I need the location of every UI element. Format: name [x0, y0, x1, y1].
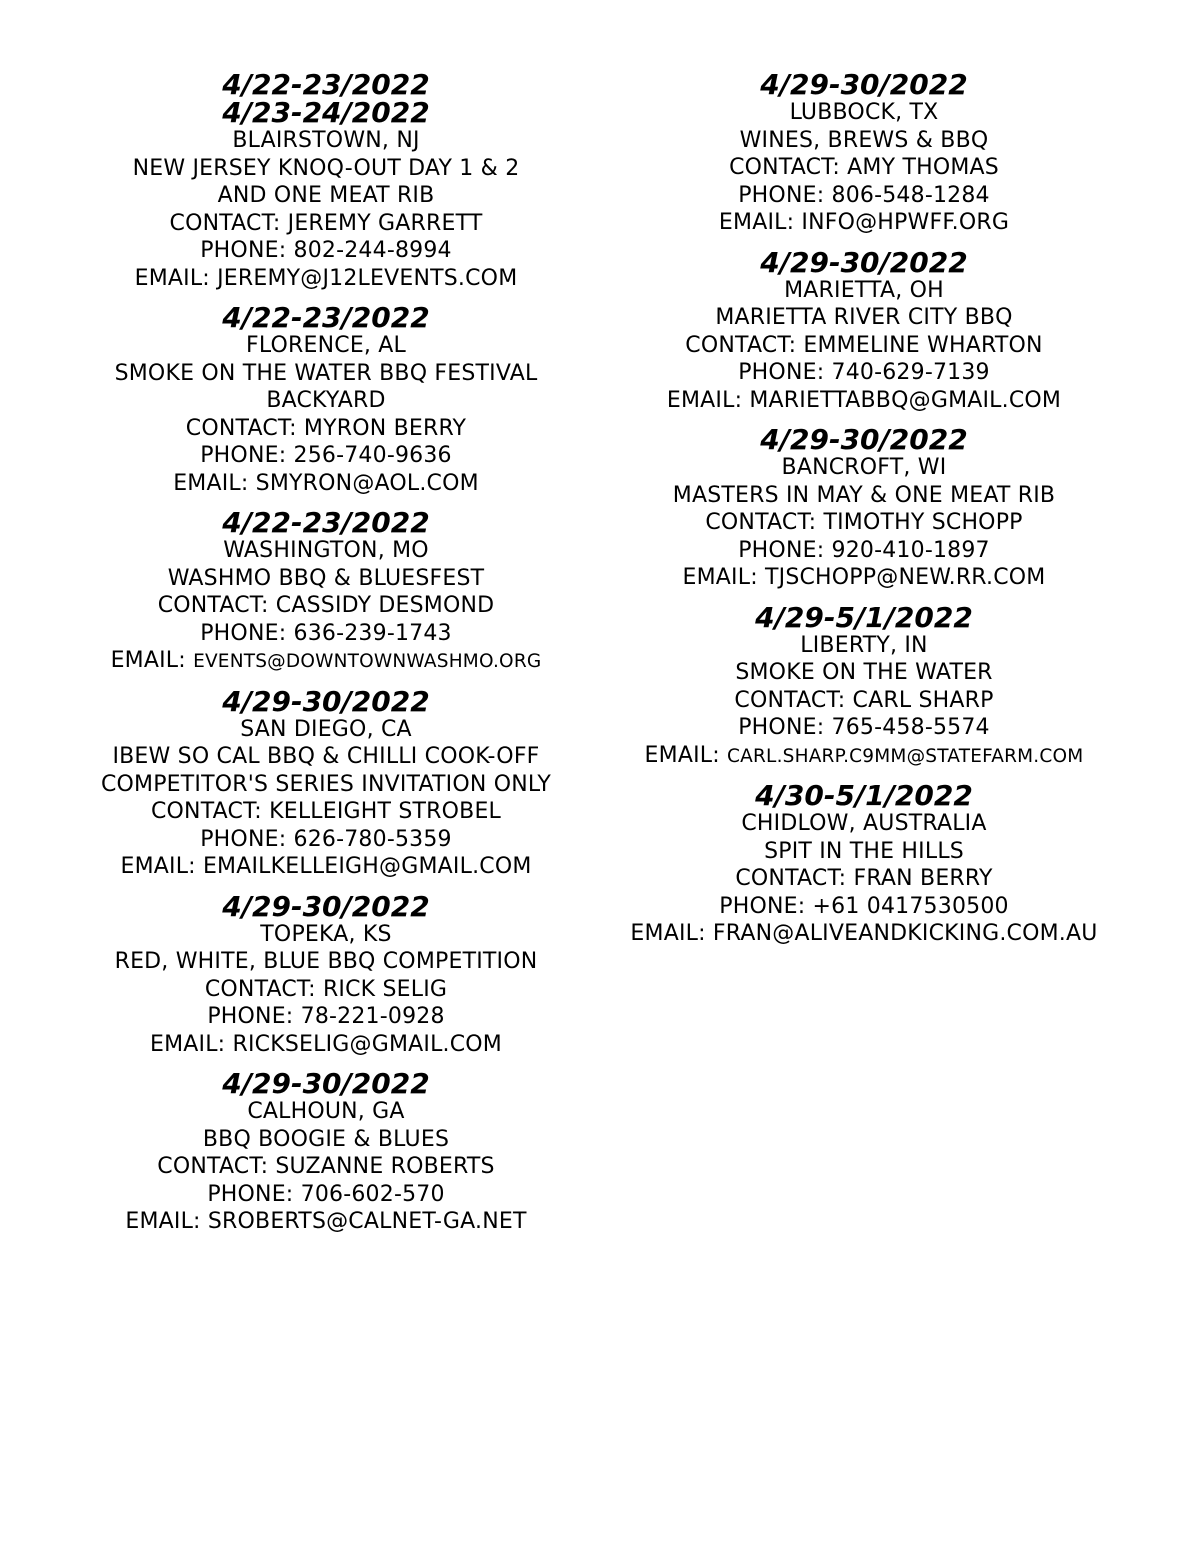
event-phone: PHONE: 78-221-0928 [207, 1004, 445, 1029]
event-phone: PHONE: 636-239-1743 [200, 620, 452, 646]
event-name: SPIT IN THE HILLS [764, 838, 964, 864]
event-location: CHIDLOW, AUSTRALIA [741, 811, 987, 836]
event-listing [574, 68, 1154, 237]
event-date: 4/22-23/2022 [222, 301, 430, 334]
event-phone: PHONE: 920-410-1897 [738, 537, 990, 563]
event-location: BLAIRSTOWN, NJ [232, 128, 420, 153]
event-contact: CONTACT: MYRON BERRY [185, 415, 467, 441]
event-name: MARIETTA RIVER CITY BBQ [715, 305, 1013, 330]
event-date: 4/22-23/2022 [222, 68, 430, 101]
event-column-left [36, 68, 616, 1248]
event-location: MARIETTA, OH [784, 277, 944, 303]
event-date: 4/29-30/2022 [222, 889, 430, 923]
event-contact: CONTACT: CARL SHARP [734, 687, 994, 713]
email-label: EMAIL: [125, 1209, 208, 1234]
event-listing [36, 301, 616, 497]
email-label: EMAIL: [682, 565, 765, 590]
event-email: EMAILKELLEIGH@GMAIL.COM [202, 854, 532, 879]
event-date: 4/22-23/2022 [222, 506, 430, 539]
event-name: BACKYARD [266, 388, 386, 413]
event-listing [574, 600, 1154, 771]
event-date: 4/23-24/2022 [222, 96, 430, 129]
event-email-line [36, 853, 616, 881]
event-email: FRAN@ALIVEANDKICKING.COM.AU [712, 921, 1098, 946]
event-contact: CONTACT: SUZANNE ROBERTS [157, 1154, 495, 1179]
event-listing [574, 779, 1154, 948]
email-label: EMAIL: [644, 742, 728, 768]
event-column-right [574, 68, 1154, 960]
event-name: COMPETITOR'S SERIES INVITATION ONLY [100, 771, 552, 797]
event-listing [36, 68, 616, 292]
event-email: JEREMY@J12LEVENTS.COM [217, 265, 518, 291]
email-label: EMAIL: [173, 470, 256, 496]
email-label: EMAIL: [718, 210, 802, 235]
event-date: 4/29-30/2022 [222, 1067, 430, 1100]
event-name: SMOKE ON THE WATER [735, 660, 993, 685]
event-date: 4/30-5/1/2022 [755, 779, 973, 812]
event-name: IBEW SO CAL BBQ & CHILLI COOK-OFF [112, 744, 540, 769]
event-name: AND ONE MEAT RIB [217, 183, 435, 208]
event-email-line [36, 1208, 616, 1236]
event-email-line [574, 387, 1154, 415]
event-email-line [36, 647, 616, 676]
event-listing [36, 684, 616, 881]
event-name: NEW JERSEY KNOQ-OUT DAY 1 & 2 [132, 155, 520, 181]
event-phone: PHONE: 806-548-1284 [738, 182, 990, 208]
event-email: CARL.SHARP.C9MM@STATEFARM.COM [727, 745, 1084, 767]
event-phone: PHONE: 765-458-5574 [738, 715, 990, 740]
event-listing [574, 423, 1154, 592]
event-email: MARIETTABBQ@GMAIL.COM [749, 387, 1062, 413]
event-date: 4/29-30/2022 [760, 245, 968, 279]
event-email: INFO@HPWFF.ORG [801, 210, 1010, 235]
event-location: LIBERTY, IN [800, 632, 928, 658]
event-location: BANCROFT, WI [781, 455, 947, 480]
email-label: EMAIL: [666, 387, 750, 413]
event-phone: PHONE: 802-244-8994 [200, 238, 452, 263]
event-phone: PHONE: 256-740-9636 [200, 443, 452, 468]
event-date: 4/29-30/2022 [760, 423, 968, 456]
event-email-line [574, 920, 1154, 948]
event-contact: CONTACT: FRAN BERRY [735, 866, 993, 891]
event-name: WASHMO BBQ & BLUESFEST [167, 565, 485, 591]
event-email-line [36, 1031, 616, 1059]
event-email-line [574, 564, 1154, 592]
event-listing [36, 889, 616, 1059]
event-name: BBQ BOOGIE & BLUES [202, 1126, 450, 1152]
event-contact: CONTACT: CASSIDY DESMOND [157, 593, 495, 618]
event-location: SAN DIEGO, CA [240, 716, 412, 742]
event-contact: CONTACT: JEREMY GARRETT [169, 210, 483, 236]
event-date: 4/29-30/2022 [760, 68, 968, 101]
event-name: WINES, BREWS & BBQ [739, 127, 989, 153]
event-email: SMYRON@AOL.COM [255, 470, 479, 496]
event-contact: CONTACT: AMY THOMAS [729, 155, 999, 180]
event-email: SROBERTS@CALNET-GA.NET [207, 1209, 527, 1234]
event-phone: PHONE: 626-780-5359 [200, 826, 452, 852]
event-location: CALHOUN, GA [247, 1099, 405, 1124]
event-name: MASTERS IN MAY & ONE MEAT RIB [672, 482, 1056, 508]
event-date: 4/29-5/1/2022 [755, 600, 973, 634]
email-label: EMAIL: [110, 648, 194, 673]
event-phone: PHONE: 706-602-570 [207, 1181, 445, 1207]
event-contact: CONTACT: EMMELINE WHARTON [685, 332, 1043, 358]
event-listing [36, 1067, 616, 1236]
email-label: EMAIL: [630, 921, 713, 946]
event-location: WASHINGTON, MO [223, 538, 429, 563]
event-location: LUBBOCK, TX [789, 100, 939, 125]
event-location: TOPEKA, KS [260, 921, 392, 947]
event-email: EVENTS@DOWNTOWNWASHMO.ORG [193, 651, 542, 672]
event-email: TJSCHOPP@NEW.RR.COM [765, 565, 1046, 590]
event-email-line [36, 265, 616, 293]
event-contact: CONTACT: RICK SELIG [204, 976, 448, 1002]
event-contact: CONTACT: KELLEIGHT STROBEL [150, 799, 502, 824]
event-listing [574, 245, 1154, 415]
event-email: RICKSELIG@GMAIL.COM [232, 1031, 502, 1057]
email-label: EMAIL: [134, 265, 218, 291]
event-email-line [574, 209, 1154, 237]
event-name: RED, WHITE, BLUE BBQ COMPETITION [114, 949, 538, 974]
event-phone: PHONE: 740-629-7139 [738, 360, 990, 385]
email-label: EMAIL: [120, 854, 203, 879]
email-label: EMAIL: [150, 1031, 233, 1057]
event-email-line [36, 470, 616, 498]
event-date: 4/29-30/2022 [222, 684, 430, 718]
event-phone: PHONE: +61 0417530500 [719, 893, 1009, 919]
event-location: FLORENCE, AL [245, 333, 407, 358]
event-listing [36, 506, 616, 676]
event-contact: CONTACT: TIMOTHY SCHOPP [705, 510, 1023, 535]
event-name: SMOKE ON THE WATER BBQ FESTIVAL [114, 360, 538, 386]
event-email-line [574, 742, 1154, 771]
